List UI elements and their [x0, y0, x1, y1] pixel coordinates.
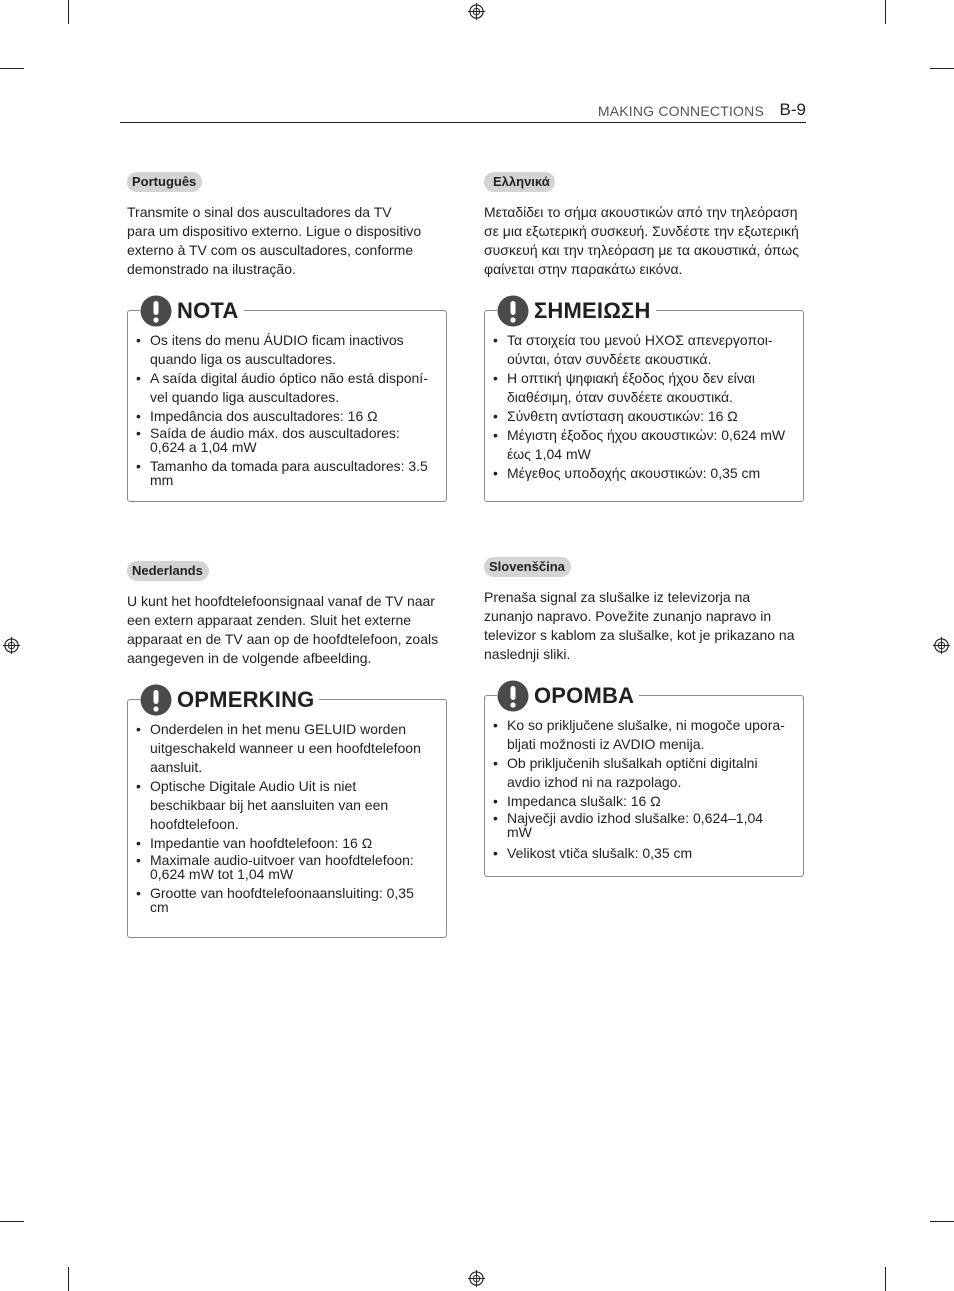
language-tag: Nederlands [127, 561, 209, 581]
crop-mark [930, 1221, 954, 1222]
intro-paragraph: Transmite o sinal dos auscultadores da TV para um dispositivo externo. Ligue o dispositivo externo à TV com os auscultadores, conforme demonstrado na ilustração. [127, 204, 422, 277]
intro-paragraph: Prenaša signal za slušalke iz televizorja na zunanjo napravo. Povežite zunanjo napravo in televizor s kablom za slušalke, kot je prikazano na naslednji sliki. [484, 589, 795, 662]
section-dutch [127, 561, 449, 915]
list-item: • Impedantie van hoofdtelefoon: 16 Ω [136, 834, 436, 853]
crop-mark [930, 68, 954, 69]
intro-paragraph: U kunt het hoofdtelefoonsignaal vanaf de TV naar een extern apparaat zenden. Sluit het externe apparaat en de TV aan op de hoofdtelefoon, zoals aangegeven in de volgende afbeelding. [127, 593, 439, 666]
note-header [140, 295, 244, 327]
note-box [127, 298, 447, 502]
exclamation-mark-icon [497, 680, 529, 712]
list-item: • Ob priključenih slušalkah optični digitalni avdio izhod ni na razpolago. [493, 754, 793, 792]
section-label: MAKING CONNECTIONS [597, 103, 764, 119]
note-header [140, 684, 319, 716]
registration-mark-icon [3, 637, 20, 654]
list-item: • Η οπτική ψηφιακή έξοδος ήχου δεν είναι διαθέσιμη, όταν συνδέετε ακουστικά. [493, 369, 793, 407]
crop-mark [885, 0, 886, 24]
note-title: ΣΗΜΕΙΩΣΗ [534, 298, 651, 323]
list-item: • Maximale audio-uitvoer van hoofdtelefoon: 0,624 mW tot 1,04 mW [136, 853, 436, 881]
exclamation-mark-icon [140, 684, 172, 716]
list-item: • Največji avdio izhod slušalke: 0,624–1,04 mW [493, 811, 793, 839]
list-item: • Μέγεθος υποδοχής ακουστικών: 0,35 cm [493, 464, 793, 483]
exclamation-mark-icon [497, 295, 529, 327]
note-box [484, 298, 804, 502]
list-item: • Τα στοιχεία του μενού ΗΧΟΣ απενεργοποι- ούνται, όταν συνδέετε ακουστικά. [493, 331, 793, 369]
note-title: NOTA [177, 298, 239, 323]
note-list [136, 720, 436, 919]
running-header [120, 100, 806, 123]
language-tag: Ελληνικά [484, 172, 555, 192]
list-item: • Impedanca slušalk: 16 Ω [493, 792, 793, 811]
note-list [493, 331, 793, 483]
crop-mark [885, 1267, 886, 1291]
list-item: • Grootte van hoofdtelefoonaansluiting: 0,35 cm [136, 886, 436, 914]
list-item: • Μέγιστη έξοδος ήχου ακουστικών: 0,624 mW έως 1,04 mW [493, 426, 793, 464]
crop-mark [0, 68, 24, 69]
note-box [484, 683, 804, 877]
list-item: • Ko so priključene slušalke, ni mogoče upora- bljati možnosti iz AVDIO menija. [493, 716, 793, 754]
note-title: OPOMBA [534, 683, 635, 708]
note-list [493, 716, 793, 863]
list-item: • Σύνθετη αντίσταση ακουστικών: 16 Ω [493, 407, 793, 426]
list-item: • Saída de áudio máx. dos auscultadores: 0,624 a 1,04 mW [136, 426, 436, 454]
list-item: • A saída digital áudio óptico não está disponí- vel quando liga auscultadores. [136, 369, 436, 407]
note-header [497, 295, 656, 327]
section-greek [484, 172, 806, 481]
exclamation-mark-icon [140, 295, 172, 327]
crop-mark [68, 1267, 69, 1291]
note-list [136, 331, 436, 492]
list-item: • Tamanho da tomada para auscultadores: 3.5 mm [136, 459, 436, 487]
registration-mark-icon [933, 637, 950, 654]
note-box [127, 687, 447, 938]
language-tag: Slovenščina [484, 557, 571, 577]
note-header [497, 680, 639, 712]
page-number: B-9 [779, 100, 806, 119]
list-item: • Impedância dos auscultadores: 16 Ω [136, 407, 436, 426]
list-item: • Velikost vtiča slušalk: 0,35 cm [493, 844, 793, 863]
language-tag: Português [127, 172, 202, 192]
note-title: OPMERKING [177, 687, 315, 712]
registration-mark-icon [468, 3, 485, 20]
list-item: • Os itens do menu ÁUDIO ficam inactivos quando liga os auscultadores. [136, 331, 436, 369]
registration-mark-icon [468, 1270, 485, 1287]
intro-paragraph: Μεταδίδει το σήμα ακουστικών από την τηλεόραση σε μια εξωτερική συσκευή. Συνδέστε την εξωτερική συσκευή και την τηλεόραση με τα ακουστικά, όπως φαίνεται στην παρακάτω εικόνα. [484, 204, 799, 277]
list-item: • Onderdelen in het menu GELUID worden uitgeschakeld wanneer u een hoofdtelefoon aansluit. [136, 720, 436, 777]
crop-mark [0, 1221, 24, 1222]
crop-mark [68, 0, 69, 24]
section-portuguese [127, 172, 449, 488]
list-item: • Optische Digitale Audio Uit is niet beschikbaar bij het aansluiten van een hoofdtelefoon. [136, 777, 436, 834]
section-slovenian [484, 557, 806, 861]
